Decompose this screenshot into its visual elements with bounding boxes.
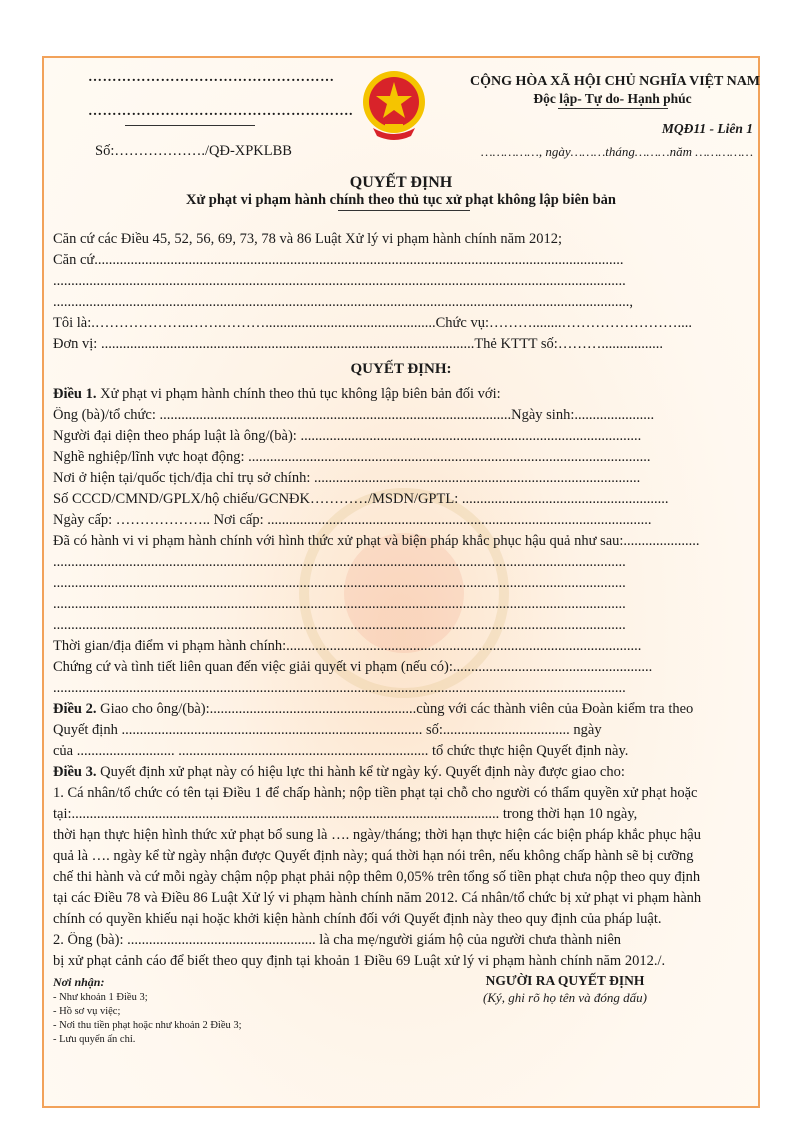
legal-basis-2: Căn cứ..................................................................................................................................................	[53, 252, 624, 268]
decision-heading: QUYẾT ĐỊNH:	[350, 361, 452, 377]
country-name: CỘNG HÒA XÃ HỘI CHỦ NGHĨA VIỆT NAM	[470, 74, 761, 89]
id-number-line: Số CCCD/CMND/GPLX/hộ chiếu/GCNĐK…………/MSDN/GPTL: .........................................................	[53, 491, 669, 507]
article-1-intro	[53, 386, 501, 403]
article-2-line-1: Điều 2. Giao cho ông/(bà):.........................................................cùng với các thành viên của Đoàn kiểm tra theo	[53, 701, 694, 717]
recipients-title: Nơi nhận:	[53, 975, 105, 989]
issuer-line: Tôi là:.………………..…….………...............................................Chức vụ:………........……………………....	[53, 315, 692, 331]
decision-number: Số:………………./QĐ-XPKLBB	[95, 143, 292, 159]
time-place-line: Thời gian/địa điểm vi phạm hành chính:..................................................................................................	[53, 638, 642, 654]
article-2-label: Điều 2.	[53, 701, 97, 717]
violation-detail-1: ..............................................................................................................................................................	[53, 554, 626, 570]
legal-basis-4: ...............................................................................................................................................................,	[53, 294, 633, 310]
agency-line-2: ……………………………………………….	[88, 104, 353, 119]
address-line: Nơi ở hiện tại/quốc tịch/địa chỉ trụ sở chính: ..........................................................................................	[53, 470, 641, 486]
article-3-line-1: Điều 3. Quyết định xử phạt này có hiệu lực thi hành kể từ ngày ký. Quyết định này được giao cho:	[53, 764, 625, 780]
violation-detail-2: ..............................................................................................................................................................	[53, 575, 626, 591]
article-2-line-3: của ........................... ..................................................................... tổ chức thực hiện Quyết định này.	[53, 743, 629, 759]
article-3-line-5: quả là …. ngày kể từ ngày nhận được Quyết định này; quá thời hạn nói trên, nếu không chấp hành sẽ bị cưỡng	[53, 848, 694, 864]
violation-intro-line: Đã có hành vi vi phạm hành chính với hình thức xử phạt và biện pháp khắc phục hậu quả như sau:.....................	[53, 533, 700, 549]
recipient-item: - Nơi thu tiền phạt hoặc như khoản 2 Điều 3;	[53, 1020, 242, 1031]
article-3-line-2: 1. Cá nhân/tổ chức có tên tại Điều 1 để chấp hành; nộp tiền phạt tại chỗ cho người có thẩm quyền xử phạt hoặc	[53, 785, 698, 801]
agency-underline	[125, 125, 255, 126]
form-code: MQĐ11 - Liên 1	[661, 121, 753, 136]
article-2-line-2: Quyết định ................................................................................... số:................................... ngày	[53, 722, 602, 738]
date-line: ……………, ngày………tháng………năm ……………	[481, 144, 753, 159]
violator-name-line: Ông (bà)/tổ chức: .................................................................................................Ngày sinh:......................	[53, 407, 655, 423]
article-3-line-4: thời hạn thực hiện hình thức xử phạt bổ sung là …. ngày/tháng; thời hạn thực hiện các biện pháp khắc phục hậu	[53, 827, 701, 843]
legal-rep-line: Người đại diện theo pháp luật là ông/(bà): ..............................................................................................	[53, 428, 642, 444]
legal-basis-1: Căn cứ các Điều 45, 52, 56, 69, 73, 78 và 86 Luật Xử lý vi phạm hành chính năm 2012;	[53, 231, 563, 247]
article-3-label: Điều 3.	[53, 764, 97, 780]
occupation-line: Nghề nghiệp/lĩnh vực hoạt động: ...............................................................................................................	[53, 449, 651, 465]
national-motto: Độc lập- Tự do- Hạnh phúc	[533, 91, 692, 106]
recipient-item: - Lưu quyển ấn chỉ.	[53, 1034, 136, 1045]
article-1-label: Điều 1.	[53, 386, 97, 402]
unit-line: Đơn vị: .......................................................................................................Thẻ KTTT số:……….................	[53, 336, 663, 352]
national-emblem-icon	[361, 66, 427, 144]
motto-underline	[558, 108, 668, 109]
evidence-detail-line: ..............................................................................................................................................................	[53, 680, 626, 696]
subtitle-underline	[338, 210, 470, 211]
article-1-text: Xử phạt vi phạm hành chính theo thủ tục không lập biên bản đối với:	[96, 386, 501, 402]
violation-detail-4: ..............................................................................................................................................................	[53, 617, 626, 633]
recipient-item: - Như khoản 1 Điều 3;	[53, 992, 148, 1003]
violation-detail-3: ..............................................................................................................................................................	[53, 596, 626, 612]
evidence-line: Chứng cứ và tình tiết liên quan đến việc giải quyết vi phạm (nếu có):.......................................................	[53, 659, 653, 675]
document-subtitle: Xử phạt vi phạm hành chính theo thủ tục xử phạt không lập biên bản	[186, 192, 616, 208]
article-3-line-9: 2. Ông (bà): .................................................... là cha mẹ/người giám hộ của người chưa thành niên	[53, 932, 622, 948]
article-3-line-8: chính có quyền khiếu nại hoặc khởi kiện hành chính đối với Quyết định này theo quy định của pháp luật.	[53, 911, 662, 927]
document-title: QUYẾT ĐỊNH	[349, 174, 453, 191]
article-3-line-7: tại các Điều 78 và Điều 86 Luật Xử lý vi phạm hành chính năm 2012. Cá nhân/tổ chức bị xử phạt vi phạm hành	[53, 890, 702, 906]
article-3-line-6: chế thi hành và cứ mỗi ngày chậm nộp phạt phải nộp thêm 0,05% trên tổng số tiền phạt chưa nộp theo quy định	[53, 869, 701, 885]
signer-note: (Ký, ghi rõ họ tên và đóng dấu)	[483, 990, 647, 1005]
article-3-line-10: bị xử phạt cảnh cáo để biết theo quy định tại khoản 1 Điều 69 Luật xử lý vi phạm hành chính năm 2012./.	[53, 953, 666, 969]
legal-basis-3: ..............................................................................................................................................................	[53, 273, 626, 289]
agency-line-1: ……………………………………………	[88, 70, 335, 85]
issue-date-line: Ngày cấp: ……………….. Nơi cấp: ..........................................................................................................	[53, 512, 652, 528]
article-3-line-3: tại:...................................................................................................................... trong thời hạn 10 ngày,	[53, 806, 638, 822]
signer-title: NGƯỜI RA QUYẾT ĐỊNH	[485, 973, 645, 988]
recipient-item: - Hồ sơ vụ việc;	[53, 1006, 121, 1017]
